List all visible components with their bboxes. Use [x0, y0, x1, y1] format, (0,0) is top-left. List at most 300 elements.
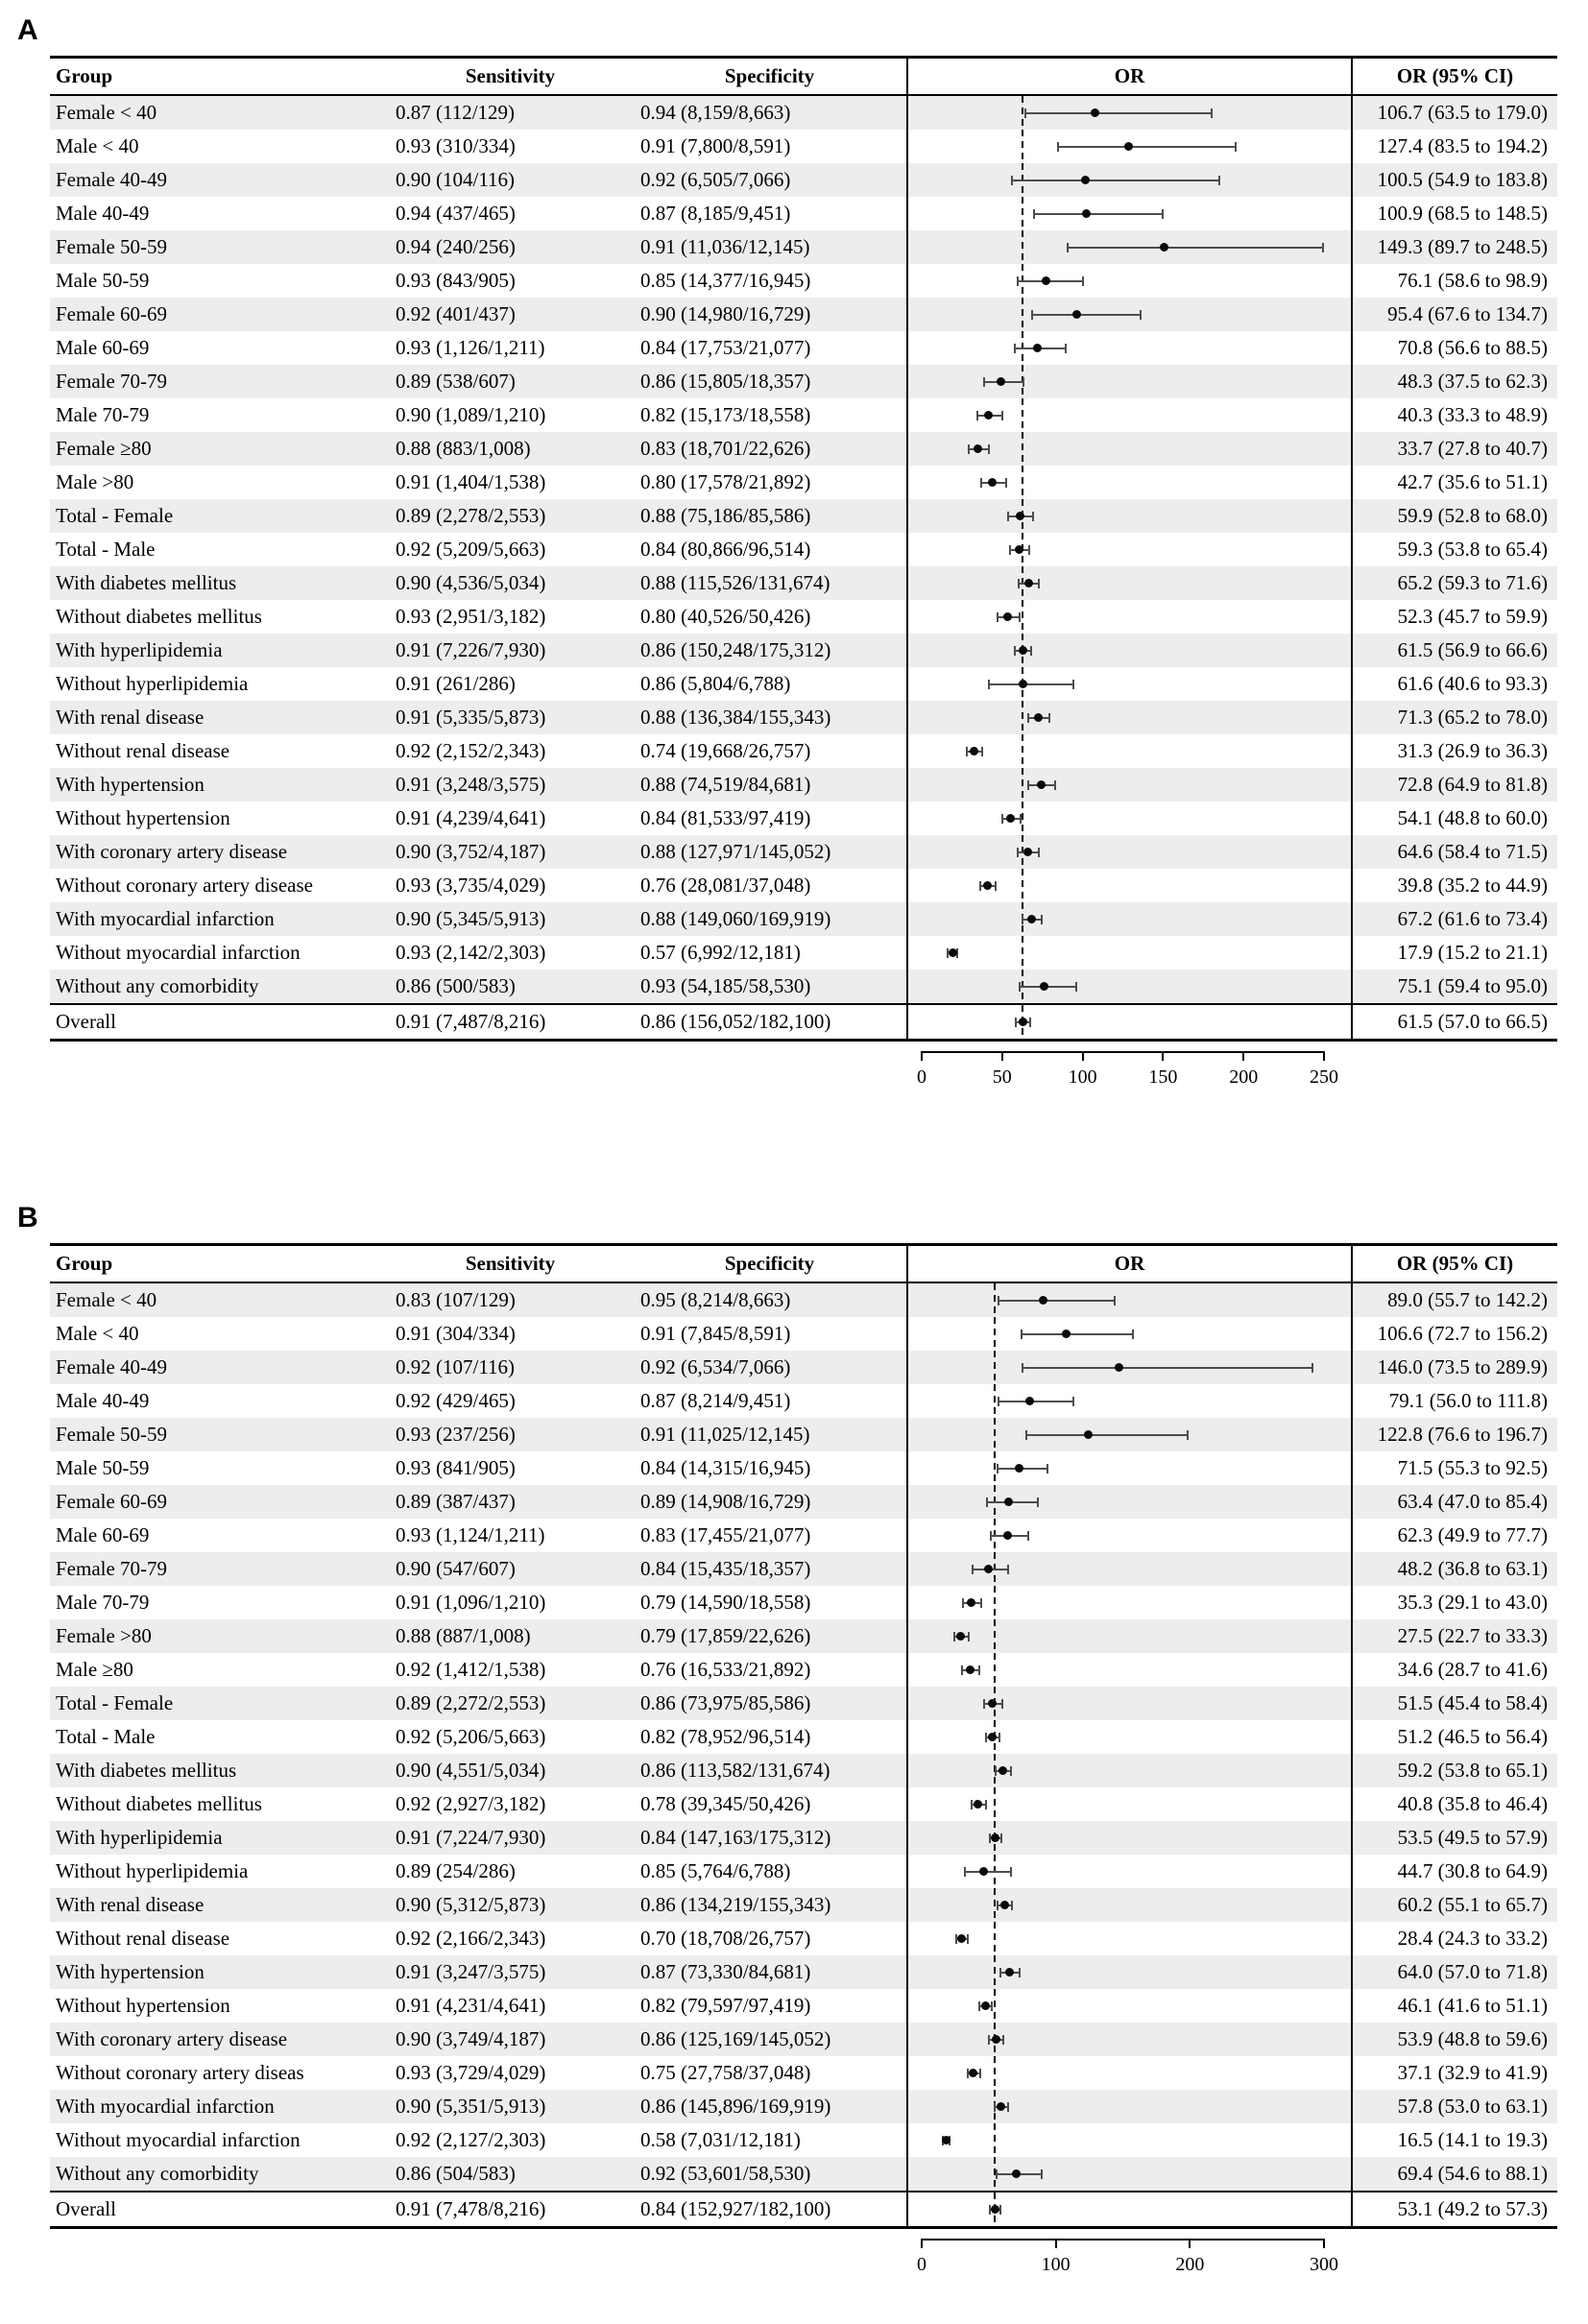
axis-tick [1001, 1051, 1003, 1061]
table-row [50, 1418, 1557, 1451]
specificity-cell: 0.84 (17,753/21,077) [640, 336, 811, 359]
or-plot-cell [906, 1485, 1353, 1519]
sensitivity-cell: 0.89 (2,272/2,553) [396, 1691, 546, 1714]
axis-tick [1323, 2239, 1325, 2248]
group-cell: Female 40-49 [56, 168, 168, 191]
specificity-cell: 0.92 (6,505/7,066) [640, 168, 791, 191]
or-point [1004, 1497, 1013, 1506]
sensitivity-cell: 0.92 (2,927/3,182) [396, 1792, 546, 1815]
axis-tick [1162, 1051, 1164, 1061]
or-plot-cell [906, 264, 1353, 298]
specificity-cell: 0.85 (5,764/6,788) [640, 1859, 791, 1882]
panel-A [0, 15, 1588, 1103]
or-ci-cell: 35.3 (29.1 to 43.0) [1397, 1591, 1548, 1614]
or-ci-cell: 63.4 (47.0 to 85.4) [1397, 1490, 1548, 1513]
table-row [50, 230, 1557, 264]
axis-tick [921, 2239, 923, 2248]
group-cell: Male ≥80 [56, 1658, 133, 1681]
sensitivity-cell: 0.93 (3,735/4,029) [396, 874, 546, 897]
or-ci-cell: 149.3 (89.7 to 248.5) [1377, 235, 1548, 258]
reference-line [1022, 432, 1023, 466]
table-row [50, 667, 1557, 701]
or-plot-cell [906, 768, 1353, 802]
or-ci-cell: 62.3 (49.9 to 77.7) [1397, 1523, 1548, 1546]
reference-line [994, 1653, 996, 1687]
or-plot-cell [906, 1519, 1353, 1552]
or-point [1091, 108, 1099, 117]
group-cell: Male 50-59 [56, 269, 150, 292]
table-row [50, 701, 1557, 734]
or-plot-cell [906, 1989, 1353, 2023]
or-point [1019, 1018, 1027, 1026]
or-ci-cell: 48.2 (36.8 to 63.1) [1397, 1557, 1548, 1580]
table-row [50, 1619, 1557, 1653]
table-header-row [50, 1246, 1557, 1283]
or-plot-cell [906, 1888, 1353, 1922]
or-ci-cell: 42.7 (35.6 to 51.1) [1397, 470, 1548, 493]
or-ci-cell: 28.4 (24.3 to 33.2) [1397, 1927, 1548, 1950]
sensitivity-cell: 0.91 (7,478/8,216) [396, 2197, 546, 2220]
column-header-sensitivity: Sensitivity [465, 64, 556, 87]
specificity-cell: 0.86 (150,248/175,312) [640, 638, 831, 661]
or-point [1025, 1397, 1034, 1405]
specificity-cell: 0.76 (16,533/21,892) [640, 1658, 811, 1681]
or-point [957, 1934, 966, 1943]
axis-scale [906, 2239, 1353, 2290]
or-ci-cell: 76.1 (58.6 to 98.9) [1397, 269, 1548, 292]
x-axis [50, 1042, 1557, 1103]
specificity-cell: 0.88 (136,384/155,343) [640, 706, 831, 729]
table-row [50, 298, 1557, 331]
reference-line [994, 1922, 996, 1955]
sensitivity-cell: 0.90 (3,752/4,187) [396, 840, 546, 863]
or-ci-cell: 75.1 (59.4 to 95.0) [1397, 974, 1548, 997]
sensitivity-cell: 0.91 (5,335/5,873) [396, 706, 546, 729]
group-cell: Female 60-69 [56, 302, 168, 325]
column-header-specificity: Specificity [724, 1252, 815, 1275]
group-cell: Male 60-69 [56, 336, 150, 359]
specificity-cell: 0.80 (40,526/50,426) [640, 605, 811, 628]
or-ci-cell: 52.3 (45.7 to 59.9) [1397, 605, 1548, 628]
or-ci-cell: 61.5 (56.9 to 66.6) [1397, 638, 1548, 661]
reference-line [994, 2056, 996, 2090]
or-ci-cell: 48.3 (37.5 to 62.3) [1397, 370, 1548, 393]
table-row [50, 1351, 1557, 1384]
specificity-cell: 0.92 (53,601/58,530) [640, 2162, 811, 2185]
or-plot-cell [906, 1586, 1353, 1619]
or-ci-cell: 40.3 (33.3 to 48.9) [1397, 403, 1548, 426]
specificity-cell: 0.91 (7,845/8,591) [640, 1322, 791, 1345]
group-cell: With coronary artery disease [56, 840, 288, 863]
specificity-cell: 0.88 (115,526/131,674) [640, 571, 830, 594]
or-point [1062, 1330, 1071, 1338]
group-cell: With hyperlipidemia [56, 638, 223, 661]
group-cell: With hypertension [56, 773, 205, 796]
sensitivity-cell: 0.89 (254/286) [396, 1859, 516, 1882]
table-row [50, 835, 1557, 869]
table-row [50, 1283, 1557, 1317]
or-point [1019, 680, 1027, 688]
group-cell: Total - Male [56, 1725, 156, 1748]
ci-bar [989, 683, 1073, 685]
or-ci-cell: 72.8 (64.9 to 81.8) [1397, 773, 1548, 796]
or-ci-cell: 106.6 (72.7 to 156.2) [1377, 1322, 1548, 1345]
or-ci-cell: 39.8 (35.2 to 44.9) [1397, 874, 1548, 897]
or-point [1072, 310, 1081, 319]
or-plot-cell [906, 96, 1353, 130]
sensitivity-cell: 0.90 (5,345/5,913) [396, 907, 546, 930]
table-row [50, 2191, 1557, 2226]
group-cell: Female 70-79 [56, 370, 168, 393]
group-cell: Female 50-59 [56, 235, 168, 258]
axis-tick-label: 200 [1229, 1066, 1259, 1088]
column-header-sensitivity: Sensitivity [465, 1252, 556, 1275]
table-row [50, 1687, 1557, 1720]
or-ci-cell: 71.3 (65.2 to 78.0) [1397, 706, 1548, 729]
sensitivity-cell: 0.92 (2,166/2,343) [396, 1927, 546, 1950]
sensitivity-cell: 0.92 (107/116) [396, 1355, 516, 1378]
group-cell: Without any comorbidity [56, 974, 259, 997]
column-header-or: OR [906, 59, 1353, 94]
or-plot-cell [906, 1855, 1353, 1888]
table-row [50, 1653, 1557, 1687]
column-header-or-ci: OR (95% CI) [1396, 1252, 1514, 1275]
group-cell: With renal disease [56, 706, 205, 729]
specificity-cell: 0.86 (134,219/155,343) [640, 1893, 831, 1916]
or-ci-cell: 17.9 (15.2 to 21.1) [1397, 941, 1548, 964]
sensitivity-cell: 0.90 (1,089/1,210) [396, 403, 546, 426]
specificity-cell: 0.78 (39,345/50,426) [640, 1792, 811, 1815]
or-point [991, 2205, 999, 2214]
table-row [50, 96, 1557, 130]
group-cell: Without hyperlipidemia [56, 672, 249, 695]
axis-tick [921, 1051, 923, 1061]
or-point [1039, 1296, 1047, 1305]
axis-tick-label: 100 [1068, 1066, 1097, 1088]
specificity-cell: 0.82 (78,952/96,514) [640, 1725, 811, 1748]
axis-tick-label: 200 [1175, 2254, 1205, 2275]
table-row [50, 970, 1557, 1003]
group-cell: Female 50-59 [56, 1423, 168, 1446]
table-row [50, 1787, 1557, 1821]
group-cell: Male 70-79 [56, 403, 150, 426]
sensitivity-cell: 0.93 (3,729/4,029) [396, 2061, 546, 2084]
axis-tick-label: 300 [1310, 2254, 1338, 2275]
sensitivity-cell: 0.90 (5,351/5,913) [396, 2095, 546, 2118]
group-cell: Without renal disease [56, 739, 230, 762]
sensitivity-cell: 0.90 (5,312/5,873) [396, 1893, 546, 1916]
or-plot-cell [906, 802, 1353, 835]
or-point [974, 444, 982, 453]
or-point [1024, 579, 1033, 587]
specificity-cell: 0.94 (8,159/8,663) [640, 101, 791, 124]
axis-line [922, 1051, 1324, 1053]
or-plot-cell [906, 1720, 1353, 1754]
specificity-cell: 0.80 (17,578/21,892) [640, 470, 811, 493]
or-point [1019, 646, 1027, 655]
sensitivity-cell: 0.91 (3,248/3,575) [396, 773, 546, 796]
table-row [50, 1317, 1557, 1351]
or-ci-cell: 100.5 (54.9 to 183.8) [1377, 168, 1548, 191]
sensitivity-cell: 0.89 (387/437) [396, 1490, 516, 1513]
ci-bar [1032, 314, 1140, 316]
specificity-cell: 0.82 (15,173/18,558) [640, 403, 811, 426]
sensitivity-cell: 0.93 (1,124/1,211) [396, 1523, 545, 1546]
ci-bar [1026, 1434, 1188, 1436]
or-ci-cell: 54.1 (48.8 to 60.0) [1397, 806, 1548, 829]
or-point [983, 881, 992, 890]
reference-line [1022, 802, 1023, 835]
or-plot-cell [906, 1821, 1353, 1855]
table-row [50, 2157, 1557, 2191]
or-point [991, 1833, 999, 1842]
or-point [966, 1665, 974, 1674]
table-row [50, 365, 1557, 398]
or-point [1012, 2169, 1021, 2178]
sensitivity-cell: 0.90 (3,749/4,187) [396, 2027, 546, 2050]
axis-tick-label: 100 [1041, 2254, 1071, 2275]
group-cell: With myocardial infarction [56, 2095, 275, 2118]
or-plot-cell [906, 499, 1353, 533]
reference-line [994, 1586, 996, 1619]
axis-tick [1189, 2239, 1191, 2248]
group-cell: With hyperlipidemia [56, 1826, 223, 1849]
table-row [50, 1922, 1557, 1955]
sensitivity-cell: 0.92 (2,152/2,343) [396, 739, 546, 762]
axis-tick-label: 0 [917, 1066, 926, 1088]
or-plot-cell [906, 1418, 1353, 1451]
sensitivity-cell: 0.87 (112/129) [396, 101, 516, 124]
group-cell: With hypertension [56, 1960, 205, 1983]
table-row [50, 734, 1557, 768]
or-ci-cell: 61.5 (57.0 to 66.5) [1397, 1010, 1548, 1033]
sensitivity-cell: 0.93 (237/256) [396, 1423, 516, 1446]
table-row [50, 2090, 1557, 2123]
table-row [50, 1384, 1557, 1418]
sensitivity-cell: 0.91 (7,226/7,930) [396, 638, 546, 661]
or-plot-cell [906, 869, 1353, 902]
group-cell: Male 70-79 [56, 1591, 150, 1614]
table-row [50, 499, 1557, 533]
sensitivity-cell: 0.93 (310/334) [396, 134, 516, 157]
or-point [984, 411, 993, 419]
specificity-cell: 0.58 (7,031/12,181) [640, 2128, 801, 2151]
or-point [956, 1632, 965, 1641]
or-plot-cell [906, 2056, 1353, 2090]
group-cell: Female < 40 [56, 101, 157, 124]
or-plot-cell [906, 2090, 1353, 2123]
sensitivity-cell: 0.93 (2,142/2,303) [396, 941, 546, 964]
reference-line [1022, 869, 1023, 902]
sensitivity-cell: 0.86 (500/583) [396, 974, 516, 997]
reference-line [1022, 734, 1023, 768]
or-plot-cell [906, 365, 1353, 398]
reference-line [1022, 130, 1023, 163]
specificity-cell: 0.84 (147,163/175,312) [640, 1826, 831, 1849]
sensitivity-cell: 0.88 (883/1,008) [396, 437, 531, 460]
group-cell: Without diabetes mellitus [56, 1792, 262, 1815]
group-cell: Overall [56, 2197, 116, 2220]
reference-line [1022, 701, 1023, 734]
table-row [50, 1451, 1557, 1485]
or-ci-cell: 51.5 (45.4 to 58.4) [1397, 1691, 1548, 1714]
or-point [1033, 344, 1042, 352]
table-row [50, 566, 1557, 600]
or-point [949, 948, 957, 957]
group-cell: Total - Male [56, 538, 156, 561]
table-row [50, 1754, 1557, 1787]
sensitivity-cell: 0.91 (7,487/8,216) [396, 1010, 546, 1033]
reference-line [1022, 936, 1023, 970]
or-point [979, 1867, 988, 1876]
reference-line [1022, 230, 1023, 264]
or-plot-cell [906, 1687, 1353, 1720]
group-cell: Without hypertension [56, 806, 230, 829]
or-ci-cell: 34.6 (28.7 to 41.6) [1397, 1658, 1548, 1681]
or-point [974, 1800, 982, 1809]
table-row [50, 902, 1557, 936]
specificity-cell: 0.86 (125,169/145,052) [640, 2027, 831, 2050]
or-plot-cell [906, 1552, 1353, 1586]
or-ci-cell: 79.1 (56.0 to 111.8) [1388, 1389, 1548, 1412]
table-row [50, 466, 1557, 499]
or-plot-cell [906, 298, 1353, 331]
specificity-cell: 0.88 (74,519/84,681) [640, 773, 811, 796]
group-cell: Female >80 [56, 1624, 152, 1647]
specificity-cell: 0.84 (15,435/18,357) [640, 1557, 811, 1580]
reference-line [994, 1351, 996, 1384]
specificity-cell: 0.84 (81,533/97,419) [640, 806, 811, 829]
reference-line [994, 1283, 996, 1317]
or-ci-cell: 64.6 (58.4 to 71.5) [1397, 840, 1548, 863]
table-row [50, 2123, 1557, 2157]
table-row [50, 398, 1557, 432]
ci-bar [1058, 146, 1237, 148]
reference-line [1022, 298, 1023, 331]
or-plot-cell [906, 533, 1353, 566]
or-plot-cell [906, 432, 1353, 466]
or-plot-cell [906, 1619, 1353, 1653]
or-ci-cell: 71.5 (55.3 to 92.5) [1397, 1456, 1548, 1479]
table-row [50, 869, 1557, 902]
group-cell: With myocardial infarction [56, 907, 275, 930]
group-cell: Male 60-69 [56, 1523, 150, 1546]
reference-line [994, 1418, 996, 1451]
sensitivity-cell: 0.89 (538/607) [396, 370, 516, 393]
specificity-cell: 0.86 (145,896/169,919) [640, 2095, 831, 2118]
sensitivity-cell: 0.91 (304/334) [396, 1322, 516, 1345]
forest-table [50, 56, 1557, 1042]
axis-tick [1323, 1051, 1325, 1061]
sensitivity-cell: 0.93 (2,951/3,182) [396, 605, 546, 628]
or-point [992, 2035, 1000, 2044]
column-header-or: OR [906, 1246, 1353, 1282]
group-cell: Total - Female [56, 1691, 174, 1714]
or-plot-cell [906, 701, 1353, 734]
specificity-cell: 0.70 (18,708/26,757) [640, 1927, 811, 1950]
table-row [50, 1552, 1557, 1586]
ci-bar [1022, 1333, 1134, 1335]
sensitivity-cell: 0.93 (843/905) [396, 269, 516, 292]
reference-line [1022, 466, 1023, 499]
group-cell: Without hyperlipidemia [56, 1859, 249, 1882]
specificity-cell: 0.86 (113,582/131,674) [640, 1759, 830, 1782]
group-cell: Female ≥80 [56, 437, 152, 460]
or-plot-cell [906, 1317, 1353, 1351]
or-point [1006, 814, 1015, 823]
sensitivity-cell: 0.94 (437/465) [396, 202, 516, 225]
or-point [1027, 915, 1036, 923]
or-plot-cell [906, 2192, 1353, 2226]
reference-line [1022, 197, 1023, 230]
or-point [1005, 1968, 1014, 1977]
or-point [1042, 276, 1050, 285]
group-cell: With renal disease [56, 1893, 205, 1916]
group-cell: Male 50-59 [56, 1456, 150, 1479]
specificity-cell: 0.76 (28,081/37,048) [640, 874, 811, 897]
or-ci-cell: 146.0 (73.5 to 289.9) [1377, 1355, 1548, 1378]
or-plot-cell [906, 1754, 1353, 1787]
forest-table [50, 1243, 1557, 2229]
or-point [1015, 545, 1023, 554]
or-plot-cell [906, 835, 1353, 869]
or-point [1016, 512, 1024, 520]
table-row [50, 1955, 1557, 1989]
sensitivity-cell: 0.94 (240/256) [396, 235, 516, 258]
table-row [50, 600, 1557, 634]
reference-line [994, 2123, 996, 2157]
specificity-cell: 0.79 (14,590/18,558) [640, 1591, 811, 1614]
group-cell: Male 40-49 [56, 1389, 150, 1412]
group-cell: Male < 40 [56, 134, 139, 157]
specificity-cell: 0.82 (79,597/97,419) [640, 1994, 811, 2017]
sensitivity-cell: 0.93 (1,126/1,211) [396, 336, 545, 359]
or-ci-cell: 59.3 (53.8 to 65.4) [1397, 538, 1548, 561]
axis-tick [1082, 1051, 1084, 1061]
or-ci-cell: 127.4 (83.5 to 194.2) [1377, 134, 1548, 157]
or-ci-cell: 51.2 (46.5 to 56.4) [1397, 1725, 1548, 1748]
or-ci-cell: 64.0 (57.0 to 71.8) [1397, 1960, 1548, 1983]
axis-tick-label: 250 [1310, 1066, 1338, 1088]
or-ci-cell: 57.8 (53.0 to 63.1) [1397, 2095, 1548, 2118]
sensitivity-cell: 0.92 (2,127/2,303) [396, 2128, 546, 2151]
specificity-cell: 0.86 (15,805/18,357) [640, 370, 811, 393]
or-point [988, 478, 997, 487]
or-point [1023, 848, 1032, 856]
or-point [970, 747, 978, 755]
specificity-cell: 0.79 (17,859/22,626) [640, 1624, 811, 1647]
or-plot-cell [906, 634, 1353, 667]
specificity-cell: 0.93 (54,185/58,530) [640, 974, 811, 997]
specificity-cell: 0.83 (17,455/21,077) [640, 1523, 811, 1546]
or-ci-cell: 69.4 (54.6 to 88.1) [1397, 2162, 1548, 2185]
or-point [1040, 982, 1048, 991]
group-cell: Without hypertension [56, 1994, 230, 2017]
or-ci-cell: 16.5 (14.1 to 19.3) [1397, 2128, 1548, 2151]
sensitivity-cell: 0.90 (104/116) [396, 168, 516, 191]
or-plot-cell [906, 566, 1353, 600]
table-row [50, 2056, 1557, 2090]
table-row [50, 331, 1557, 365]
or-ci-cell: 53.1 (49.2 to 57.3) [1397, 2197, 1548, 2220]
group-cell: Without diabetes mellitus [56, 605, 262, 628]
column-header-specificity: Specificity [724, 64, 815, 87]
axis-tick [1242, 1051, 1244, 1061]
panel-label: B [17, 1202, 38, 1234]
specificity-cell: 0.88 (127,971/145,052) [640, 840, 831, 863]
or-point [1084, 1430, 1093, 1439]
specificity-cell: 0.74 (19,668/26,757) [640, 739, 811, 762]
